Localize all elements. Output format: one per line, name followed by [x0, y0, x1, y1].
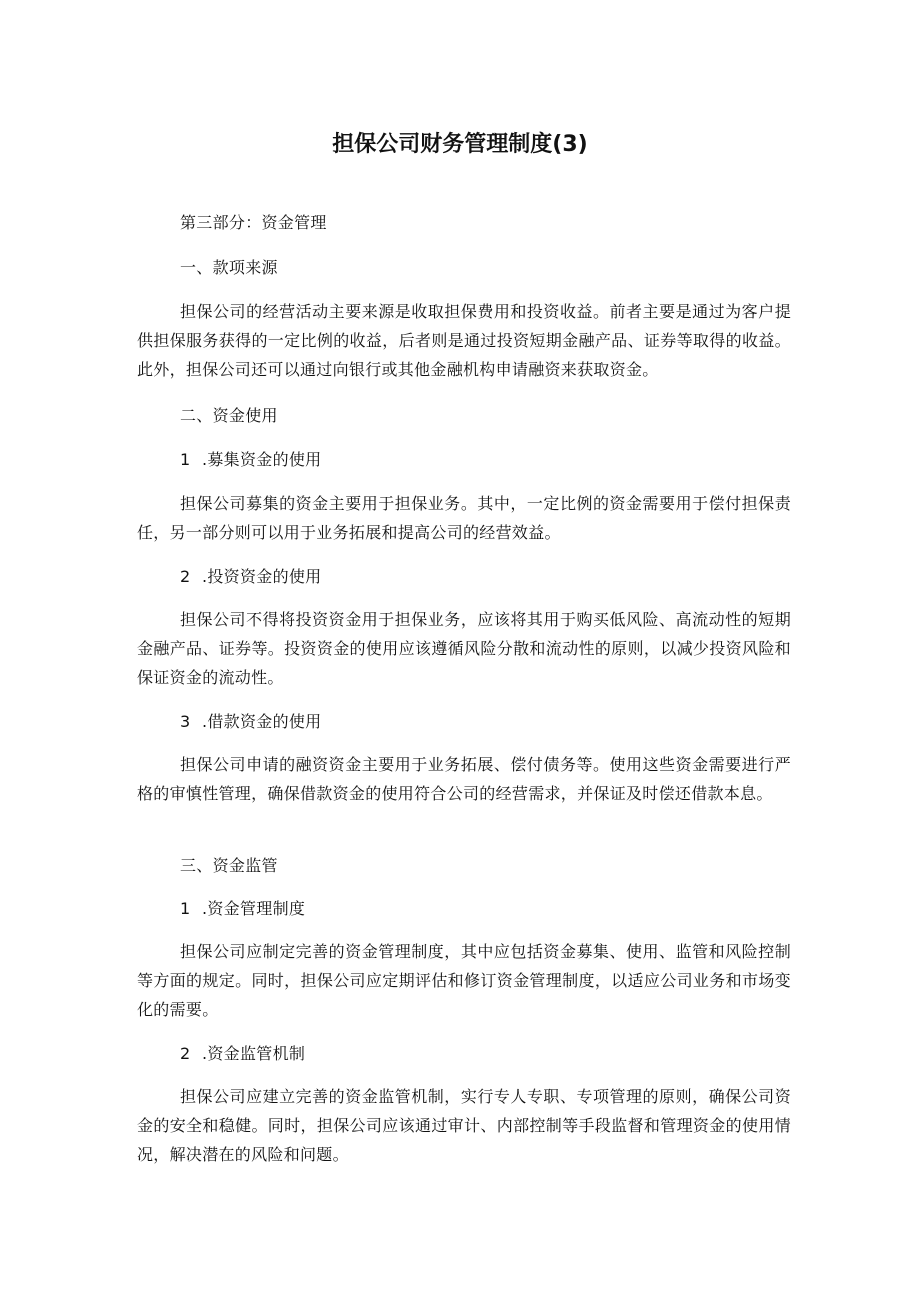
subsection-label: .资金管理制度 — [202, 899, 306, 918]
subsection-label: .募集资金的使用 — [202, 450, 322, 469]
section-heading-3: 三、资金监管 — [180, 856, 278, 875]
subsection-number: 2 — [180, 567, 191, 586]
subsection-heading — [137, 1039, 834, 1068]
subsection-number: 2 — [180, 1044, 191, 1063]
subsection-label: .资金监管机制 — [202, 1044, 306, 1063]
part-heading: 第三部分：资金管理 — [180, 213, 327, 232]
subsection-number: 1 — [180, 899, 191, 918]
subsection-paragraph: 担保公司应建立完善的资金监管机制，实行专人专职、专项管理的原则，确保公司资金的安全和稳健。同时，担保公司应该通过审计、内部控制等手段监督和管理资金的使用情况，解决潜在的风险和问题。 — [137, 1087, 791, 1164]
subsection-number: 3 — [180, 712, 191, 731]
subsection-paragraph: 担保公司募集的资金主要用于担保业务。其中，一定比例的资金需要用于偿付担保责任，另一部分则可以用于业务拓展和提高公司的经营效益。 — [137, 494, 791, 542]
section-paragraph-1: 担保公司的经营活动主要来源是收取担保费用和投资收益。前者主要是通过为客户提供担保服务获得的一定比例的收益，后者则是通过投资短期金融产品、证券等取得的收益。此外，担保公司还可以通过向银行或其他金融机构申请融资来获取资金。 — [137, 302, 791, 379]
section-heading-2: 二、资金使用 — [180, 406, 278, 425]
document-title: 担保公司财务管理制度(3) — [332, 132, 588, 157]
subsection-paragraph: 担保公司应制定完善的资金管理制度，其中应包括资金募集、使用、监管和风险控制等方面的规定。同时，担保公司应定期评估和修订资金管理制度，以适应公司业务和市场变化的需要。 — [137, 942, 791, 1019]
subsection-label: .投资资金的使用 — [202, 567, 322, 586]
subsection-paragraph: 担保公司申请的融资资金主要用于业务拓展、偿付债务等。使用这些资金需要进行严格的审慎性管理，确保借款资金的使用符合公司的经营需求，并保证及时偿还借款本息。 — [137, 755, 791, 803]
subsection-paragraph: 担保公司不得将投资资金用于担保业务，应该将其用于购买低风险、高流动性的短期金融产品、证券等。投资资金的使用应该遵循风险分散和流动性的原则，以减少投资风险和保证资金的流动性。 — [137, 610, 791, 687]
subsection-heading — [137, 562, 834, 591]
subsection-heading — [137, 707, 834, 736]
subsection-number: 1 — [180, 450, 191, 469]
subsection-label: .借款资金的使用 — [202, 712, 322, 731]
subsection-heading — [137, 445, 834, 474]
section-heading-1: 一、款项来源 — [180, 258, 278, 277]
subsection-heading — [137, 894, 834, 923]
